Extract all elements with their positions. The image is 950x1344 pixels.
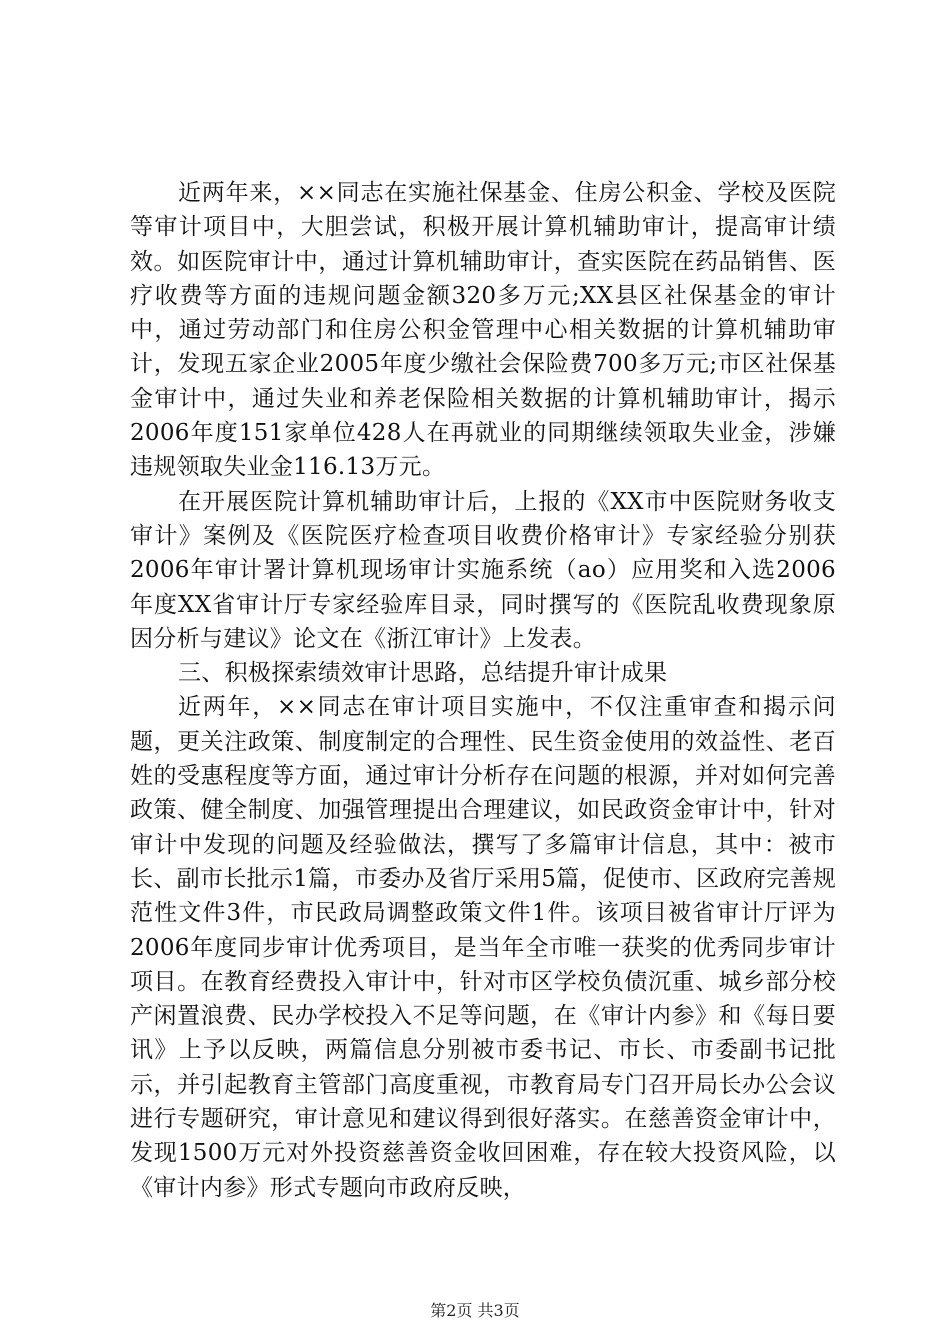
paragraph-performance-audit: 近两年，××同志在审计项目实施中，不仅注重审查和揭示问题，更关注政策、制度制定的合理性、民生资金使用的效益性、老百姓的受惠程度等方面，通过审计分析存在问题的根源，并对如何完善政策、健全制度、加强管理提出合理建议，如民政资金审计中，针对审计中发现的问题及经验做法，撰写了多篇审计信息，其中：被市长、副市长批示1篇，市委办及省厅采用5篇，促使市、区政府完善规范性文件3件，市民政局调整政策文件1件。该项目被省审计厅评为2006年度同步审计优秀项目，是当年全市唯一获奖的优秀同步审计项目。在教育经费投入审计中，针对市区学校负债沉重、城乡部分校产闲置浪费、民办学校投入不足等问题，在《审计内参》和《每日要讯》上予以反映，两篇信息分别被市委书记、市长、市委副书记批示，并引起教育主管部门高度重视，市教育局专门召开局长办公会议进行专题研究，审计意见和建议得到很好落实。在慈善资金审计中，发现1500万元对外投资慈善资金收回困难，存在较大投资风险，以《审计内参》形式专题向市政府反映， [130, 694, 836, 1201]
section-heading-performance-audit: 三、积极探索绩效审计思路，总结提升审计成果 [178, 660, 668, 687]
paragraph-computer-audit: 近两年来，××同志在实施社保基金、住房公积金、学校及医院等审计项目中，大胆尝试，积极开展计算机辅助审计，提高审计绩效。如医院审计中，通过计算机辅助审计，查实医院在药品销售、医疗收费等方面的违规问题金额320多万元;XX县区社保基金的审计中，通过劳动部门和住房公积金管理中心相关数据的计算机辅助审计，发现五家企业2005年度少缴社会保险费700多万元;市区社保基金审计中，通过失业和养老保险相关数据的计算机辅助审计，揭示2006年度151家单位428人在再就业的同期继续领取失业金，涉嫌违规领取失业金116.13万元。 [130, 180, 836, 481]
paragraph-hospital-audit-awards: 在开展医院计算机辅助审计后，上报的《XX市中医院财务收支审计》案例及《医院医疗检查项目收费价格审计》专家经验分别获2006年审计署计算机现场审计实施系统（ao）应用奖和入选2006年度XX省审计厅专家经验库目录，同时撰写的《医院乱收费现象原因分析与建议》论文在《浙江审计》上发表。 [130, 488, 836, 652]
body-text [130, 176, 836, 1205]
page-number-footer: 第2页 共3页 [430, 1301, 520, 1320]
